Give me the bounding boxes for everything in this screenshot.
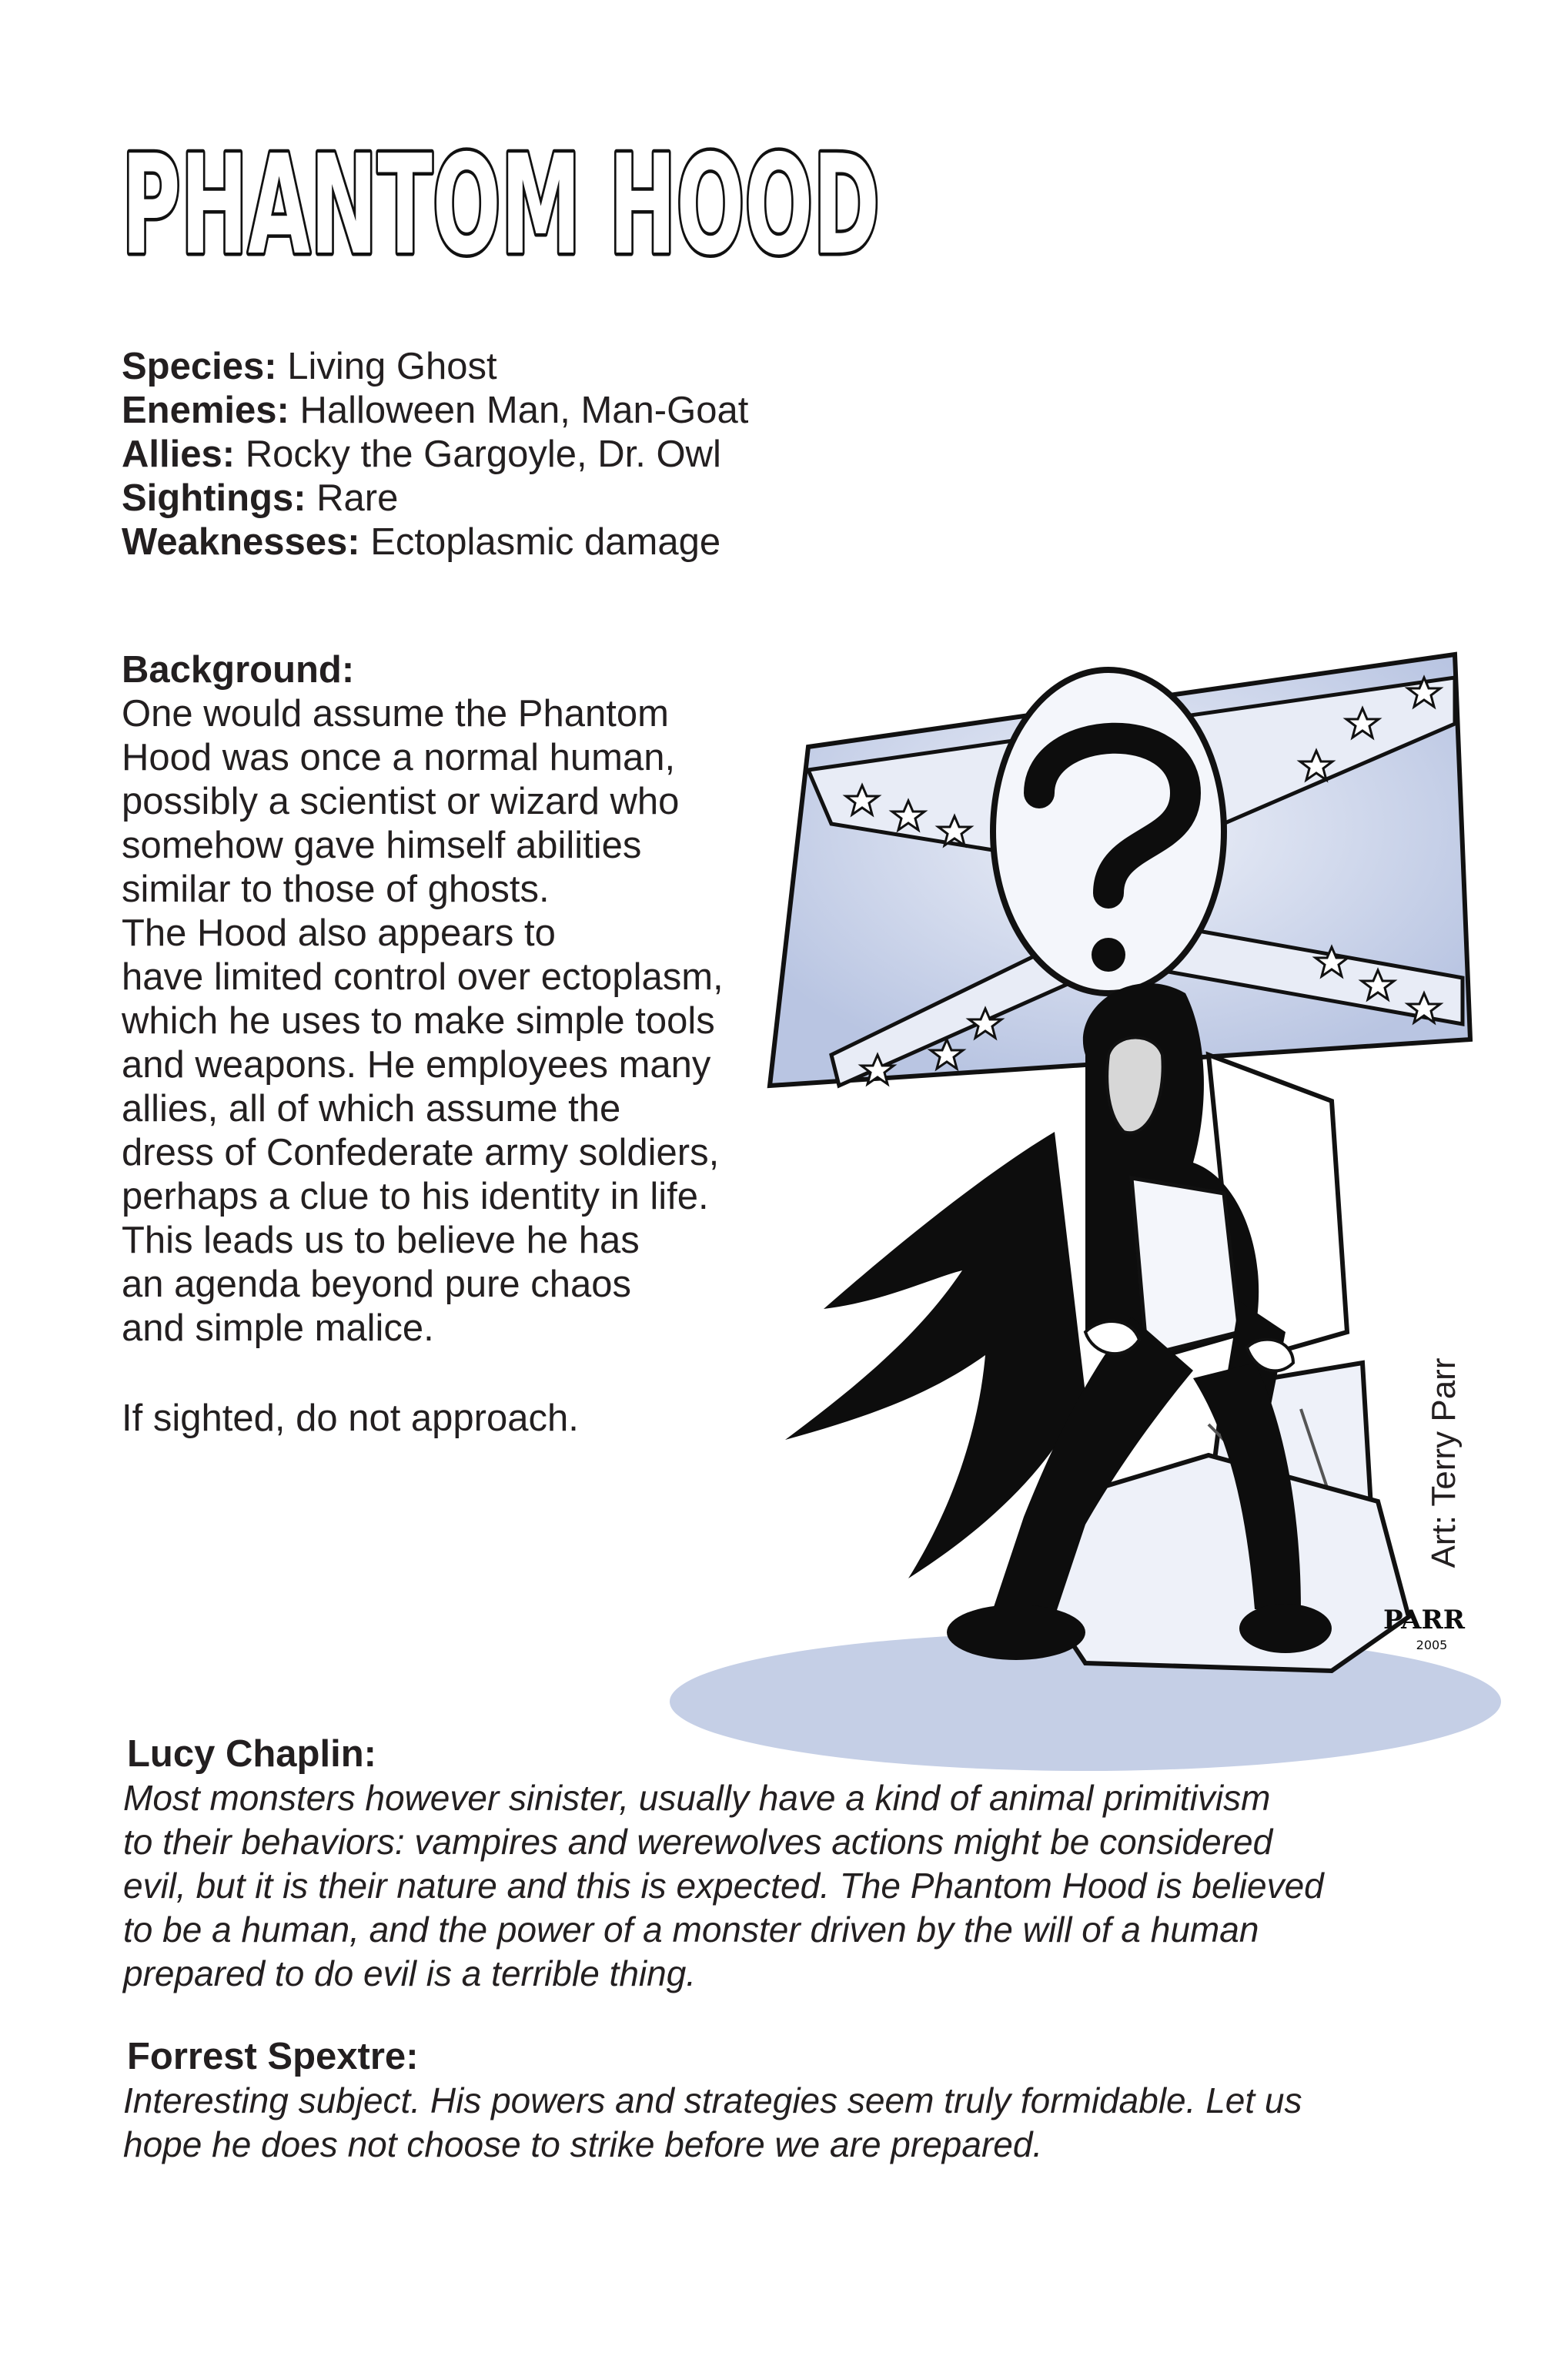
warning-text: If sighted, do not approach. <box>122 1397 579 1439</box>
background-line: similar to those of ghosts. <box>122 869 550 910</box>
stat-allies <box>122 433 968 477</box>
background-line: have limited control over ectoplasm, <box>122 956 724 998</box>
stat-value: Rocky the Gargoyle, Dr. Owl <box>245 433 721 475</box>
background-line: allies, all of which assume the <box>122 1088 621 1130</box>
background-line: One would assume the Phantom <box>122 693 669 735</box>
background-text <box>122 692 861 1351</box>
background-heading: Background: <box>122 649 355 691</box>
quote-author-forrest: Forrest Spextre: <box>127 2036 419 2077</box>
background-line: This leads us to believe he has <box>122 1220 640 1261</box>
background-line: and simple malice. <box>122 1307 434 1349</box>
stat-species <box>122 345 968 389</box>
stat-label: Weaknesses: <box>122 521 360 563</box>
stat-label: Species: <box>122 346 277 387</box>
stat-label: Allies: <box>122 433 236 475</box>
stat-value: Ectoplasmic damage <box>370 521 721 563</box>
art-credit: Art: Terry Parr <box>1425 1357 1463 1568</box>
background-line: an agenda beyond pure chaos <box>122 1264 632 1305</box>
artist-signature-year: 2005 <box>1416 1638 1448 1652</box>
stat-label: Enemies: <box>122 390 289 431</box>
quote-line: to be a human, and the power of a monster driven by the will of a human <box>123 1910 1259 1950</box>
quote-author-lucy: Lucy Chaplin: <box>127 1733 376 1775</box>
background-line: The Hood also appears to <box>122 912 556 954</box>
question-mark-emblem <box>993 670 1224 993</box>
quote-line: evil, but it is their nature and this is expected. The Phantom Hood is believed <box>123 1866 1324 1906</box>
quote-line: Interesting subject. His powers and strategies seem truly formidable. Let us <box>123 2080 1302 2120</box>
page-title <box>115 115 885 285</box>
stat-enemies <box>122 389 968 433</box>
quote-line: hope he does not choose to strike before we are prepared. <box>123 2124 1043 2164</box>
quote-line: Most monsters however sinister, usually have a kind of animal primitivism <box>123 1778 1271 1818</box>
background-line: somehow gave himself abilities <box>122 825 642 866</box>
stat-value: Living Ghost <box>287 346 497 387</box>
stat-value: Rare <box>316 477 399 519</box>
background-line: possibly a scientist or wizard who <box>122 781 680 822</box>
background-line: which he uses to make simple tools <box>122 1000 715 1042</box>
stat-label: Sightings: <box>122 477 306 519</box>
artist-signature: PARR <box>1383 1605 1465 1635</box>
stat-value: Halloween Man, Man-Goat <box>299 390 749 431</box>
quote-line: prepared to do evil is a terrible thing. <box>123 1953 697 1993</box>
page-title-text: PHANTOM HOOD <box>122 126 880 285</box>
background-line: Hood was once a normal human, <box>122 737 676 778</box>
background-line: and weapons. He employees many <box>122 1044 711 1086</box>
quote-text-lucy <box>123 1776 1478 1996</box>
quote-line: to their behaviors: vampires and werewolves actions might be considered <box>123 1822 1273 1862</box>
background-line: dress of Confederate army soldiers, <box>122 1132 720 1173</box>
quote-text-forrest <box>123 2079 1478 2167</box>
background-line: perhaps a clue to his identity in life. <box>122 1176 709 1217</box>
